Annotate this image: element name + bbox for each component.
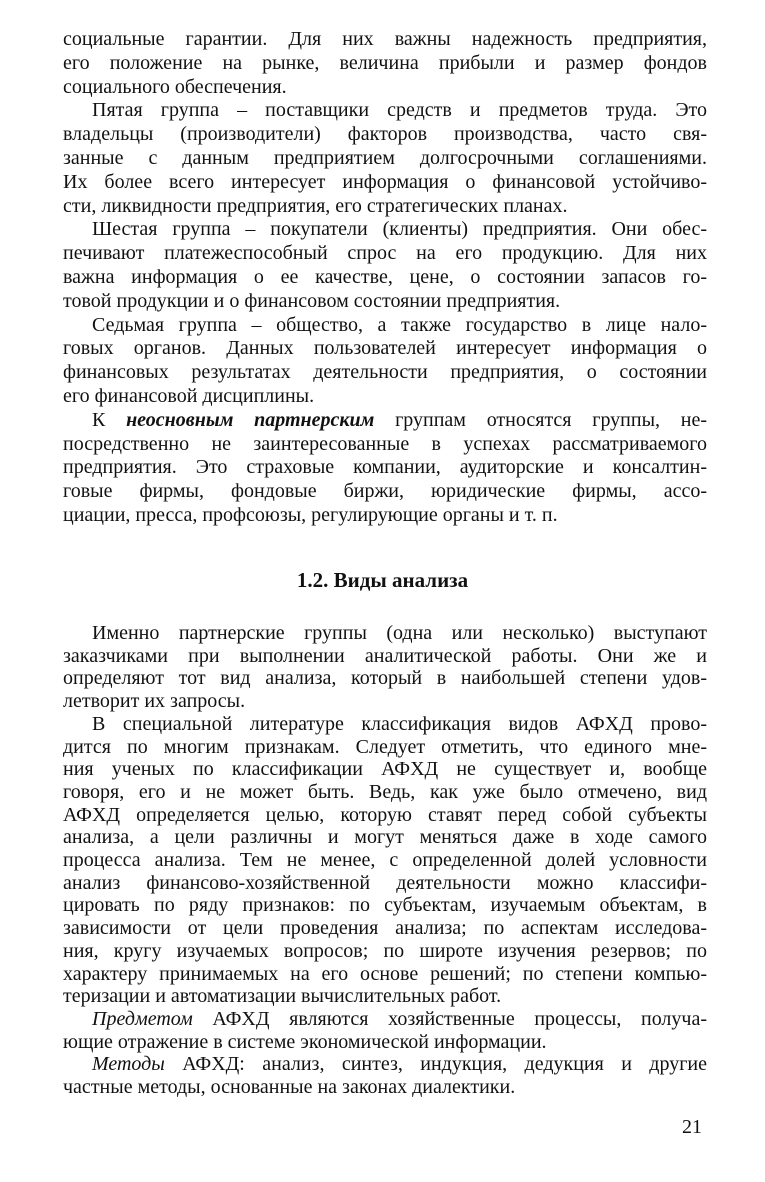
text-line (63, 667, 707, 690)
paragraph (63, 713, 707, 1008)
text-run: предприятия. Это страховые компании, аудиторские и консалтин- (63, 456, 707, 479)
text-run: заказчиками при выполнении аналитической работы. Они же и (63, 644, 707, 667)
paragraph (63, 409, 707, 528)
text-run: товой продукции и о финансовом состоянии предприятия. (63, 289, 561, 312)
text-line (63, 758, 707, 781)
text-run: его финансовой дисциплины. (63, 384, 315, 407)
text-run: Их более всего интересует информация о финансовой устойчиво- (63, 170, 707, 193)
text-run: теризации и автоматизации вычислительных работ. (63, 985, 502, 1008)
text-line (63, 1076, 707, 1099)
text-run: процесса анализа. Тем не менее, с определенной долей условности (63, 849, 707, 872)
text-run: социального обеспечения. (63, 75, 287, 98)
text-line (63, 337, 707, 361)
text-run: АФХД определяется целью, которую ставят перед собой субъекты (63, 803, 707, 826)
text-run: АФХД: анализ, синтез, индукция, дедукция и другие (164, 1053, 707, 1076)
text-line (63, 622, 707, 645)
text-line (63, 147, 707, 171)
text-run: Пятая группа – поставщики средств и предметов труда. Это (92, 99, 707, 122)
text-run: говые фирмы, фондовые биржи, юридические фирмы, ассо- (63, 480, 707, 503)
text-line (63, 713, 707, 736)
text-run: сти, ликвидности предприятия, его стратегических планах. (63, 194, 568, 217)
paragraph (63, 99, 707, 218)
text-line (63, 266, 707, 290)
text-run: говых органов. Данных пользователей интересует информация о (63, 337, 707, 360)
text-run: группам относятся группы, не- (374, 408, 707, 431)
text-run: ния, кругу изучаемых вопросов; по широте изучения резервов; по (63, 939, 707, 962)
text-line (63, 1008, 707, 1031)
text-run: Именно партнерские группы (одна или несколько) выступают (92, 622, 707, 644)
text-line (63, 171, 707, 195)
text-run: Седьмая группа – общество, а также государство в лице нало- (92, 313, 707, 336)
text-run: социальные гарантии. Для них важны надежность предприятия, (63, 28, 707, 50)
text-line (63, 218, 707, 242)
page-number: 21 (682, 1116, 702, 1138)
text-line (63, 736, 707, 759)
text-line (63, 917, 707, 940)
text-run: частные методы, основанные на законах диалектики. (63, 1076, 516, 1099)
text-line (63, 123, 707, 147)
text-run: печивают платежеспособный спрос на его продукцию. Для них (63, 242, 707, 265)
text-block-bottom (63, 622, 707, 1099)
text-line (63, 314, 707, 338)
text-line (63, 1053, 707, 1076)
text-line (63, 433, 707, 457)
text-line (63, 804, 707, 827)
text-line (63, 985, 707, 1008)
text-line (63, 361, 707, 385)
text-line (63, 456, 707, 480)
bold-italic-term: неосновным партнерским (126, 408, 375, 431)
text-run: важна информация о ее качестве, цене, о состоянии запасов го- (63, 265, 707, 288)
text-run: его положение на рынке, величина прибыли и размер фондов (63, 51, 707, 74)
text-line (63, 52, 707, 76)
text-line (63, 690, 707, 713)
paragraph (63, 1053, 707, 1098)
text-run: анализа, а цели различны и могут меняться даже в ходе самого (63, 826, 707, 849)
italic-term: Методы (92, 1053, 165, 1076)
text-line (63, 76, 707, 100)
text-run: занные с данным предприятием долгосрочными соглашениями. (63, 146, 707, 169)
text-run: ния ученых по классификации АФХД не существует и, вообще (63, 758, 707, 781)
text-run: цировать по ряду признаков: по субъектам, изучаемым объектам, в (63, 894, 707, 917)
text-line (63, 480, 707, 504)
text-line (63, 99, 707, 123)
section-heading: 1.2. Виды анализа (296, 568, 469, 592)
text-run: анализ финансово-хозяйственной деятельности можно классифи- (63, 871, 707, 894)
text-line (63, 290, 707, 314)
paragraph (63, 218, 707, 313)
text-line (63, 645, 707, 668)
text-block-top (63, 28, 707, 528)
paragraph (63, 28, 707, 99)
text-run: говоря, его и не может быть. Ведь, как уже было отмечено, вид (63, 780, 707, 803)
text-line (63, 781, 707, 804)
text-run: зависимости от цели проведения анализа; по аспектам исследова- (63, 917, 707, 940)
text-line (63, 409, 707, 433)
paragraph (63, 1008, 707, 1053)
text-run: ющие отражение в системе экономической информации. (63, 1030, 547, 1053)
text-line (63, 195, 707, 219)
text-line (63, 849, 707, 872)
text-line (63, 385, 707, 409)
text-run: АФХД являются хозяйственные процессы, получа- (192, 1007, 707, 1030)
text-line (63, 826, 707, 849)
text-run: определяют тот вид анализа, который в наибольшей степени удов- (63, 667, 707, 690)
italic-term: Предметом (92, 1007, 193, 1030)
text-line (63, 963, 707, 986)
text-run: характеру принимаемых на его основе решений; по степени компью- (63, 962, 707, 985)
paragraph (63, 622, 707, 713)
text-run: циации, пресса, профсоюзы, регулирующие органы и т. п. (63, 503, 558, 526)
text-line (63, 504, 707, 528)
text-line (63, 1031, 707, 1054)
text-run: К (92, 408, 127, 431)
text-run: посредственно не заинтересованные в успехах рассматриваемого (63, 432, 707, 455)
text-line (63, 242, 707, 266)
text-line (63, 872, 707, 895)
text-line (63, 28, 707, 52)
paragraph (63, 314, 707, 409)
text-run: дится по многим признакам. Следует отметить, что единого мне- (63, 735, 707, 758)
text-run: владельцы (производители) факторов производства, часто свя- (63, 123, 707, 146)
text-run: В специальной литературе классификация видов АФХД прово- (92, 712, 707, 735)
text-run: летворит их запросы. (63, 690, 246, 713)
text-line (63, 940, 707, 963)
text-run: финансовых результатах деятельности предприятия, о состоянии (63, 361, 707, 384)
text-run: Шестая группа – покупатели (клиенты) предприятия. Они обес- (92, 218, 707, 241)
text-line (63, 894, 707, 917)
